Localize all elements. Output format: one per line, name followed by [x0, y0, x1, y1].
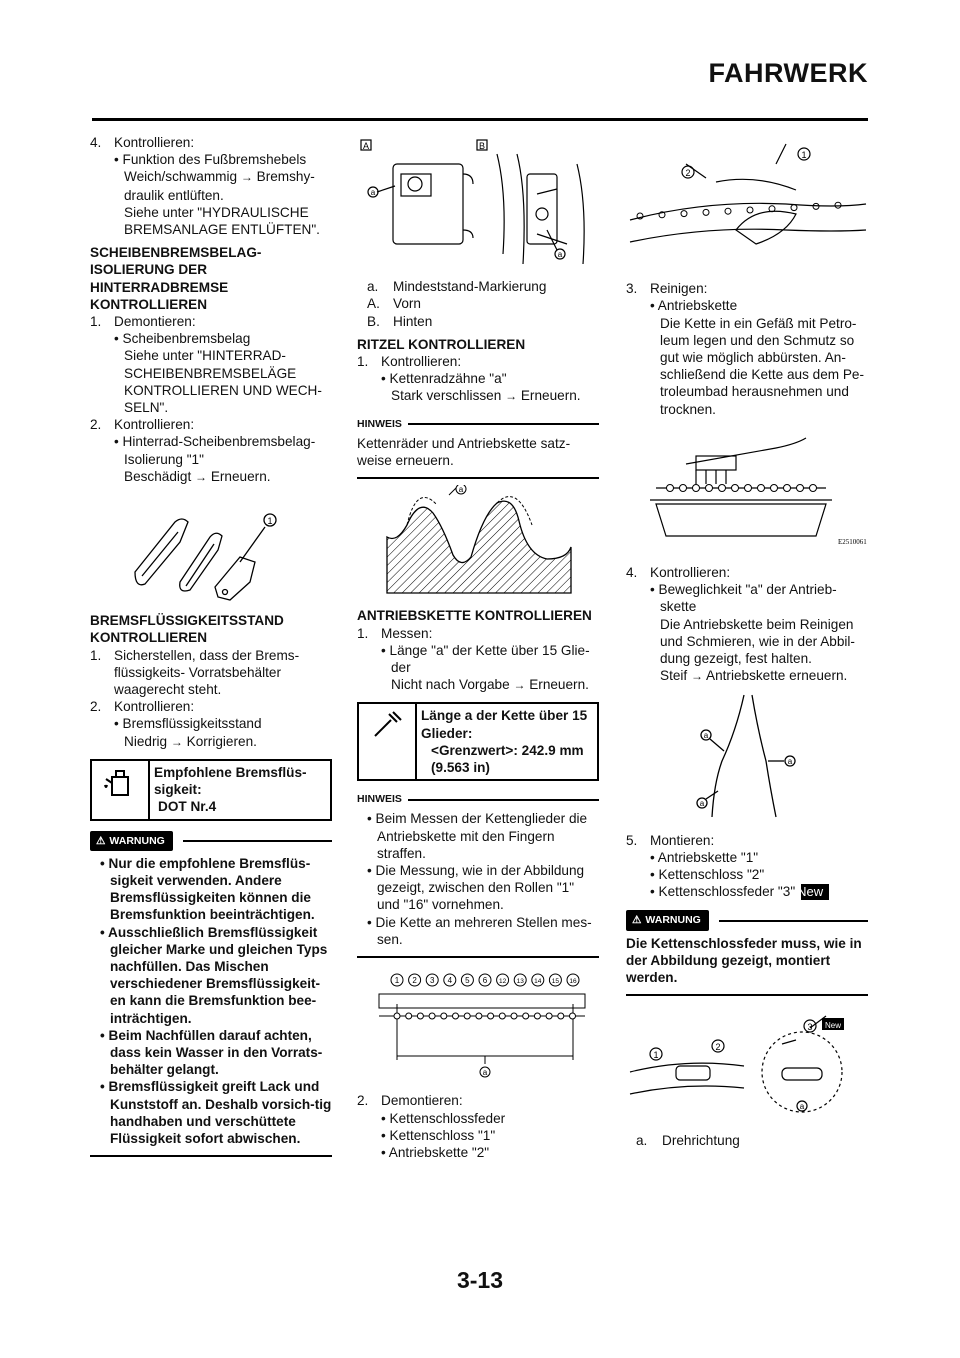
arrow-right-icon: → [195, 469, 208, 484]
step-2: 2. Kontrollieren: [90, 417, 195, 433]
svg-text:1: 1 [801, 150, 807, 160]
svg-text:E2510061: E2510061 [838, 537, 867, 546]
step-1: 1. Demontieren: [90, 314, 196, 330]
step-5: 5. Montieren: [626, 832, 715, 848]
step-1-ref: Siehe unter "HINTERRAD-SCHEIBENBREMSBELÄGE KONTROLLIEREN UND WECH-SELN". [124, 348, 322, 416]
svg-text:2: 2 [715, 1042, 721, 1053]
note-item: • Die Kette an mehreren Stellen mes-sen. [367, 914, 592, 947]
warning-item: • Nur die empfohlene Bremsflüs-sigkeit verwenden. Andere Bremsflüssigkeiten können die Bremsfunktion beeinträchtigen. [100, 855, 315, 923]
warning-icon: ⚠ [96, 834, 106, 847]
bullet: • Kettenschloss "1" [381, 1127, 496, 1143]
spec-value: DOT Nr.4 [158, 799, 217, 815]
chain-cleaning-figure [626, 424, 868, 558]
chain-roller-number: 6 [482, 976, 488, 986]
warning-icon: ⚠ [632, 914, 642, 927]
bullet: • Antriebskette "2" [381, 1144, 490, 1160]
warning-header: ⚠ WARNUNG [626, 910, 868, 930]
figure-legend: a. Drehrichtung [636, 1133, 740, 1149]
arrow-right-icon: → [170, 734, 183, 749]
brake-reservoir-figure [357, 134, 599, 272]
warning-item: • Ausschließlich Bremsflüssigkeit gleicher Marke und gleichen Typs nachfüllen. Das Mischen verschiedener Bremsflüssigkeit-en kann die Bremsfunktion bee-inträchtigen. [100, 924, 328, 1026]
bullet: • Antriebskette [650, 298, 738, 314]
svg-text:a: a [799, 1102, 805, 1112]
svg-text:B: B [478, 141, 486, 151]
step-2: 2. Demontieren: [357, 1093, 463, 1109]
header-rule [92, 118, 868, 121]
note-item: • Beim Messen der Kettenglieder die Antriebskette mit den Fingern straffen. [367, 811, 588, 861]
step-4-detail: Die Antriebskette beim Reinigen und Schmieren, wie in der Abbil-dung gezeigt, fest halten. [660, 616, 855, 667]
bullet: • Antriebskette "1" [650, 849, 759, 865]
arrow-right-icon: → [690, 669, 703, 684]
bullet: • Hinterrad-Scheibenbremsbelag-Isolierung "1" [114, 434, 316, 467]
step-4: 4. Kontrollieren: [90, 135, 195, 150]
sprocket-teeth-figure [357, 485, 599, 601]
oil-can-icon [92, 761, 150, 819]
svg-text:1: 1 [267, 516, 273, 527]
step-2-detail: Niedrig → Korrigieren. [124, 733, 257, 749]
svg-text:a: a [703, 731, 709, 741]
brake-pad-figure [90, 492, 332, 606]
step-4: 4. Kontrollieren: [626, 565, 731, 581]
chain-roller-number: 14 [534, 978, 542, 986]
section-heading: BREMSFLÜSSIGKEITSSTAND KONTROLLIEREN [90, 613, 284, 646]
arrow-right-icon: → [240, 170, 253, 185]
chain-length-figure [357, 964, 599, 1086]
chain-roller-number: 16 [569, 978, 577, 986]
note-item: • Die Messung, wie in der Abbildung gezeigt, zwischen den Rollen "1" und "16" vornehmen. [367, 863, 585, 913]
bullet: • Bremsflüssigkeitsstand [114, 716, 262, 732]
step-3: 3. Reinigen: [626, 281, 708, 297]
step-2: 2. Kontrollieren: [90, 699, 195, 715]
svg-text:3: 3 [807, 1022, 813, 1033]
step-1: 1. Kontrollieren: [357, 354, 462, 370]
step-1: 1. Messen: [357, 625, 433, 641]
svg-text:a: a [370, 188, 376, 197]
step-3-detail: Die Kette in ein Gefäß mit Petro-leum legen und den Schmutz so gut wie möglich abbürsten. An-schließend die Kette aus dem Pe-troleumbad herausnehmen und trocknen. [660, 315, 865, 417]
svg-text:a: a [458, 485, 464, 495]
section-heading: RITZEL KONTROLLIEREN [357, 336, 526, 352]
spec-label: Länge a der Kette über 15 Glieder: [421, 708, 588, 741]
note-header: HINWEIS [357, 416, 599, 433]
note-header: HINWEIS [357, 791, 599, 808]
chain-roller-number: 12 [498, 978, 507, 986]
chain-roller-number: 2 [412, 976, 417, 986]
step-4-result: Steif → Antriebskette erneuern. [660, 668, 848, 684]
bullet: • Kettenradzähne "a" [381, 371, 507, 387]
arrow-right-icon: → [505, 389, 518, 404]
svg-text:2: 2 [685, 168, 691, 178]
chain-roller-number: 13 [516, 978, 524, 986]
chain-roller-number: 1 [394, 976, 400, 986]
svg-text:New: New [824, 1021, 842, 1031]
warning-body: Die Kettenschlossfeder muss, wie in der Abbildung gezeigt, montiert werden. [626, 935, 868, 997]
wrench-icon [359, 704, 417, 779]
svg-text:A: A [362, 141, 370, 151]
arrow-right-icon: → [513, 678, 526, 693]
chain-clip-removal-figure [626, 134, 868, 274]
spec-value: <Grenzwert>: 242.9 mm (9.563 in) [431, 742, 584, 776]
chain-flex-figure [626, 691, 868, 825]
figure-legend: a. Mindeststand-Markierung A. Vorn B. Hinten [367, 279, 547, 329]
svg-text:a: a [557, 250, 563, 259]
chain-roller-number: 3 [429, 976, 435, 986]
svg-text:1: 1 [653, 1050, 659, 1061]
new-badge: New [801, 884, 829, 900]
step-4-detail: Weich/schwammig → Bremshy-draulik entlüften. [124, 169, 315, 203]
bullet: • Länge "a" der Kette über 15 Glie-der [381, 642, 590, 676]
spec-label: Empfohlene Bremsflüs-sigkeit: [154, 764, 307, 798]
section-heading: ANTRIEBSKETTE KONTROLLIEREN [357, 608, 592, 624]
note-body [357, 810, 599, 958]
chain-roller-number: 5 [465, 976, 470, 986]
bullet: • Funktion des Fußbremshebels [114, 152, 307, 168]
page-number: 3-13 [456, 1267, 504, 1293]
step-1-detail: Nicht nach Vorgabe → Erneuern. [391, 677, 589, 693]
spec-box [357, 702, 599, 781]
chain-roller-number: 15 [551, 978, 560, 986]
bullet: • Kettenschlossfeder "3" New [650, 883, 868, 900]
page-title: FAHRWERK [708, 58, 868, 88]
chain-clip-install-figure [626, 1002, 868, 1126]
bullet: • Kettenschloss "2" [650, 867, 765, 883]
warning-body [90, 855, 332, 1157]
svg-text:a: a [787, 757, 793, 767]
step-1-detail: Stark verschlissen → Erneuern. [391, 388, 581, 404]
note-body: Kettenräder und Antriebskette satz-weise erneuern. [357, 435, 599, 479]
section-heading: SCHEIBENBREMSBELAG-ISOLIERUNG DER HINTERRADBREMSE KONTROLLIEREN [90, 245, 262, 312]
step-2-detail: Beschädigt → Erneuern. [124, 468, 271, 484]
chain-roller-number: 4 [447, 976, 453, 986]
svg-text:a: a [699, 799, 705, 809]
warning-item: • Bremsflüssigkeit greift Lack und Kunststoff an. Deshalb vorsich-tig handhaben und verschüttete Flüssigkeit sofort abwischen. [100, 1079, 332, 1146]
column-1 [90, 134, 332, 1157]
warning-item: • Beim Nachfüllen darauf achten, dass kein Wasser in den Vorrats-behälter gelangt. [100, 1027, 323, 1078]
bullet: • Scheibenbremsbelag [114, 331, 251, 347]
bullet: • Kettenschlossfeder [381, 1110, 506, 1126]
step-1: 1. Sicherstellen, dass der Brems-flüssigkeits- Vorratsbehälter waagerecht steht. [90, 647, 300, 698]
bullet: • Beweglichkeit "a" der Antrieb-skette [650, 582, 837, 615]
column-2 [357, 134, 599, 1161]
column-3 [626, 134, 868, 1150]
warning-header: ⚠ WARNUNG [90, 831, 332, 851]
svg-text:a: a [482, 1068, 488, 1078]
spec-box [90, 759, 332, 821]
step-4-ref: Siehe unter "HYDRAULISCHE BREMSANLAGE ENTLÜFTEN". [124, 204, 320, 238]
